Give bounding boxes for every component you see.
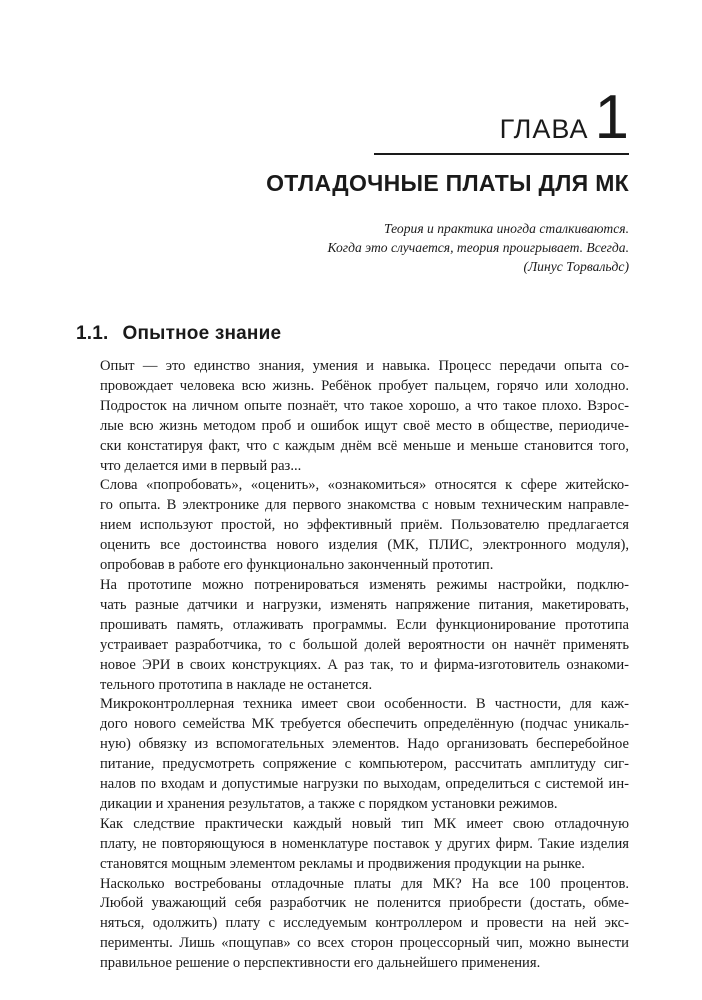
epigraph-line: Теория и практика иногда сталкиваются. <box>384 221 629 236</box>
chapter-number: 1 <box>594 83 629 152</box>
paragraph <box>76 875 629 975</box>
section-title: Опытное знание <box>122 323 282 344</box>
chapter-title: ОТЛАДОЧНЫЕ ПЛАТЫ ДЛЯ МК <box>266 170 629 196</box>
text-line: дикации и хранения результатов, а также с порядком установки режимов. <box>100 795 558 812</box>
text-line: Насколько востребованы отладочные платы для МК? На все 100 процентов. <box>100 875 629 892</box>
text-line: налов по входам и допустимые нагрузки по выходам, определиться с системой ин- <box>100 776 629 793</box>
text-line: новое ЭРИ в своих конструкциях. А раз так, то и фирма-изготовитель ознакоми- <box>100 656 629 673</box>
chapter-rule <box>374 153 629 155</box>
text-line: оценить все достоинства нового изделия (МК, ПЛИС, электронного модуля), <box>100 537 629 554</box>
epigraph <box>260 219 629 276</box>
text-line: ную) обвязку из вспомогательных элементов. Надо организовать бесперебойное <box>100 736 629 753</box>
epigraph-author: (Линус Торвальдс) <box>523 259 629 274</box>
epigraph-line: Когда это случается, теория проигрывает. Всегда. <box>327 240 629 255</box>
paragraph <box>76 357 629 476</box>
chapter-label: ГЛАВА <box>499 114 589 144</box>
paragraph <box>76 476 629 576</box>
text-line: Как следствие практически каждый новый тип МК имеет свою отладочную <box>100 815 629 832</box>
text-line: прошивать память, отлаживать программы. Если функционирование прототипа <box>100 616 629 633</box>
text-line: чать разные датчики и нагрузки, изменять напряжение питания, макетировать, <box>100 596 629 613</box>
text-line: что делается ими в первый раз... <box>100 457 302 474</box>
text-line: тельного прототипа в накладе не останется. <box>100 676 373 693</box>
text-line: дого нового семейства МК требуется обеспечить определённую (подчас уникаль- <box>100 716 629 733</box>
paragraph <box>76 576 629 695</box>
text-line: Любой уважающий себя разработчик не поленится приобрести (достать, обме- <box>100 895 629 912</box>
paragraph <box>76 695 629 814</box>
text-line: нием используют простой, но эффективный приём. Пользователю предлагается <box>100 517 629 534</box>
text-line: Слова «попробовать», «оценить», «ознакомиться» относятся к сфере житейско- <box>100 477 629 494</box>
chapter-heading <box>76 83 629 152</box>
text-line: становятся мощным элементом рекламы и продвижения продукции на рынке. <box>100 855 585 872</box>
body-text <box>76 357 629 974</box>
text-line: устраивает разработчика, то с большой долей вероятности он начнёт применять <box>100 636 629 653</box>
section-heading <box>76 323 629 345</box>
text-line: го опыта. В электронике для первого знакомства с новым техническим направле- <box>100 497 629 514</box>
text-line: Подросток на личном опыте познаёт, что такое хорошо, а что такое плохо. Взрос- <box>100 397 629 414</box>
section-number: 1.1. <box>76 323 109 344</box>
text-line: правильное решение о перспективности его дальнейшего применения. <box>100 955 541 972</box>
paragraph <box>76 815 629 875</box>
text-line: перименты. Лишь «пощупав» со всех сторон процессорный чип, можно вынести <box>100 935 629 952</box>
text-line: провождает человека всю жизнь. Ребёнок пробует пальцем, горячо или холодно. <box>100 377 629 394</box>
text-line: На прототипе можно потренироваться изменять режимы настройки, подклю- <box>100 576 629 593</box>
text-line: опробовав в работе его функционально законченный прототип. <box>100 557 494 574</box>
text-line: питание, предусмотреть сопряжение с компьютером, рассчитать амплитуду сиг- <box>100 756 629 773</box>
text-line: плату, не повторяющуюся в номенклатуре поставок у других фирм. Такие изделия <box>100 835 629 852</box>
text-line: Микроконтроллерная техника имеет свои особенности. В частности, для каж- <box>100 696 629 713</box>
text-line: лые всю жизнь методом проб и ошибок ищут своё место в обществе, периодиче- <box>100 417 629 434</box>
text-line: ски констатируя факт, что с каждым днём всё меньше и меньше становится того, <box>100 437 629 454</box>
text-line: Опыт — это единство знания, умения и навыка. Процесс передачи опыта со- <box>100 358 629 374</box>
text-line: няться, одолжить) плату с исследуемым контроллером и провести на ней экс- <box>100 915 629 932</box>
